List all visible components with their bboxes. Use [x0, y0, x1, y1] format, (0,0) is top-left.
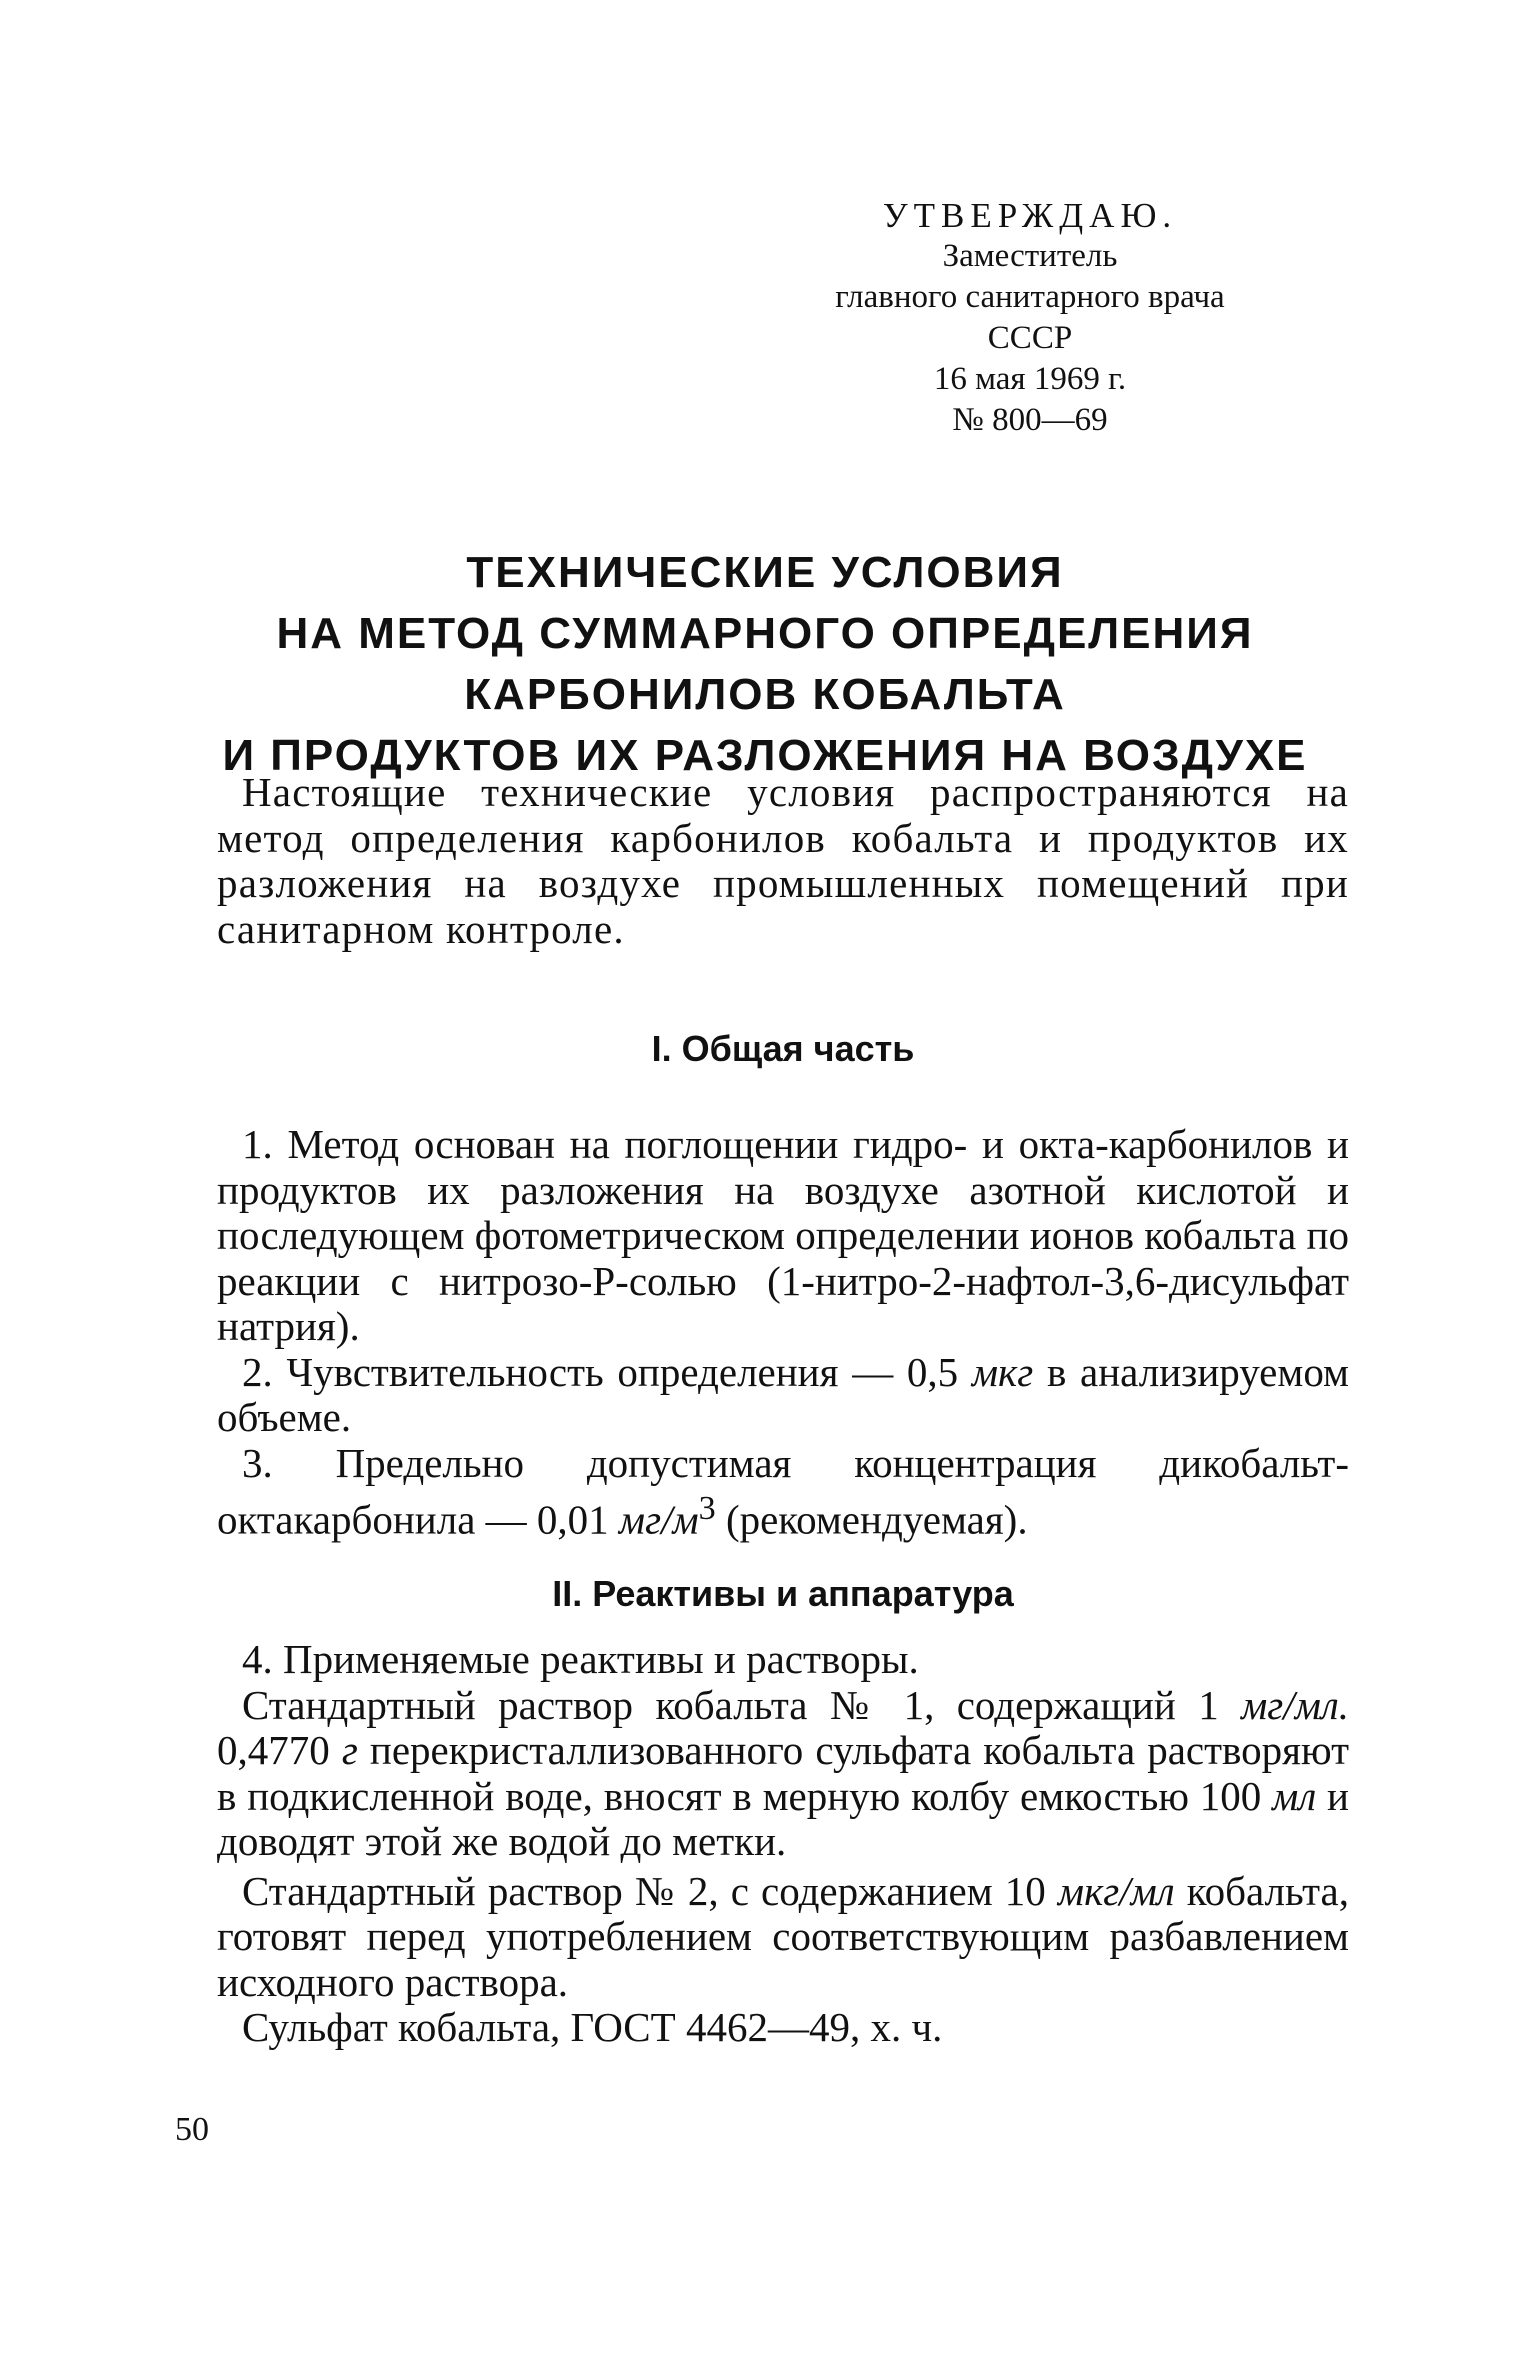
- section-1-item-2: [217, 1350, 1349, 1441]
- approval-stamp: [770, 195, 1290, 441]
- solution-2-procedure: кобальта, готовят перед употреблением соответствующим разбавлением исходного раствора.: [217, 1867, 1350, 2005]
- document-title: [180, 542, 1350, 786]
- intro-text: Настоящие технические условия распространяются на метод определения карбонилов кобальта и продуктов их разложения на воздухе промышленных помещений при санитарном контроле.: [217, 769, 1349, 952]
- solution-1-mass: 0,4770: [217, 1727, 342, 1773]
- title-line-3: КАРБОНИЛОВ КОБАЛЬТА: [464, 670, 1066, 719]
- item-2-text: 2. Чувствительность определения — 0,5: [242, 1348, 972, 1395]
- title-line-4: И ПРОДУКТОВ ИХ РАЗЛОЖЕНИЯ НА ВОЗДУХЕ: [222, 731, 1308, 780]
- section-2-body: [217, 1637, 1349, 2051]
- unit-superscript: 3: [698, 1490, 716, 1527]
- title-line-2: НА МЕТОД СУММАРНОГО ОПРЕДЕЛЕНИЯ: [276, 609, 1254, 658]
- unit-mkg: мкг: [971, 1348, 1034, 1395]
- approval-date: 16 мая 1969 г.: [933, 361, 1127, 397]
- title-line-1: ТЕХНИЧЕСКИЕ УСЛОВИЯ: [466, 548, 1064, 597]
- approval-position: Заместитель: [942, 238, 1118, 274]
- section-1-item-1: 1. Метод основан на поглощении гидро- и окта-карбонилов и продуктов их разложения на воздухе азотной кислотой и последующем фотометрическом определении ионов кобальта по реакции с нитрозо-Р-солью (1-нитро-2-нафтол-3,6-дисульфат натрия).: [217, 1121, 1349, 1349]
- section-1-body: [217, 1122, 1349, 1543]
- section-2-heading: II. Реактивы и аппаратура: [552, 1573, 1014, 1614]
- unit-mkg-ml: мкг/мл: [1057, 1867, 1175, 1914]
- standard-solution-2: [217, 1869, 1349, 2006]
- approval-heading: УТВЕРЖДАЮ.: [882, 196, 1178, 235]
- unit-g: г: [341, 1727, 358, 1773]
- item-3-text-end: (рекомендуемая).: [715, 1496, 1028, 1543]
- section-2-item-4: 4. Применяемые реактивы и растворы.: [242, 1636, 919, 1682]
- solution-2-text: Стандартный раствор № 2, с содержанием 10: [242, 1867, 1058, 1914]
- section-1-item-3: [217, 1441, 1349, 1544]
- section-1-heading: I. Общая часть: [651, 1028, 915, 1069]
- item-3-text: 3. Предельно допустимая концентрация дикобальт-октакарбонила — 0,01: [217, 1439, 1349, 1543]
- item-2-text-end: в анализируемом объеме.: [217, 1348, 1349, 1440]
- unit-mg-ml: мг/мл.: [1241, 1681, 1349, 1728]
- unit-mg-m3: мг/м: [618, 1496, 699, 1543]
- page-number: 50: [175, 2111, 209, 2148]
- solution-1-procedure: перекристаллизованного сульфата кобальта растворяют в подкисленной воде, вносят в мерную колбу емкостью 100: [217, 1727, 1349, 1819]
- approval-number: № 800—69: [952, 402, 1108, 438]
- solution-1-procedure-end: и доводят этой же водой до метки.: [217, 1772, 1349, 1864]
- solution-1-text: Стандартный раствор кобальта № 1, содержащий 1: [242, 1681, 1242, 1728]
- approval-position-2: главного санитарного врача: [835, 279, 1225, 315]
- intro-paragraph: [217, 770, 1349, 952]
- unit-ml: мл: [1272, 1772, 1317, 1819]
- standard-solution-1: [217, 1683, 1349, 1865]
- reagent-cobalt-sulfate: Сульфат кобальта, ГОСТ 4462—49, х. ч.: [242, 2004, 943, 2050]
- approval-country: СССР: [987, 320, 1073, 356]
